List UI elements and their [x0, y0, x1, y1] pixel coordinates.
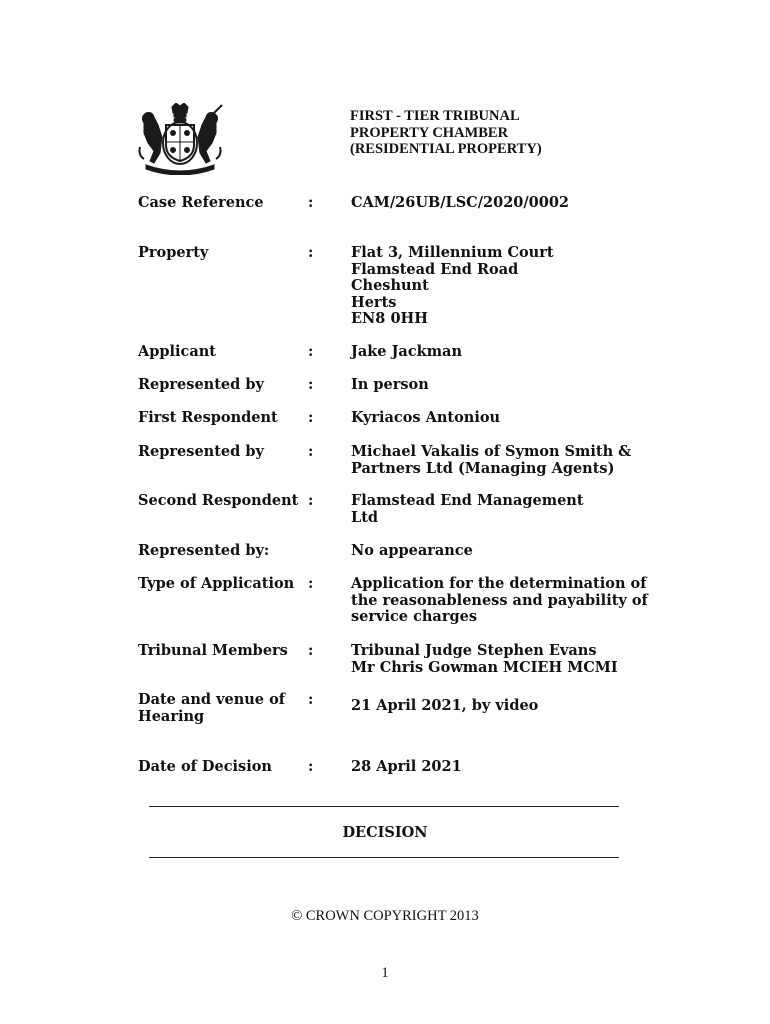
applicant-represented-by-value: In person — [351, 376, 429, 393]
hearing-date-venue-label: Date and venue of Hearing — [138, 691, 285, 725]
tribunal-members-label: Tribunal Members — [138, 642, 288, 659]
second-respondent-represented-by-label: Represented by: — [138, 542, 270, 559]
date-of-decision-label: Date of Decision — [138, 758, 272, 775]
first-respondent-represented-by-colon: : — [308, 443, 314, 460]
applicant-label: Applicant — [138, 343, 217, 360]
applicant-represented-by-label: Represented by — [138, 376, 264, 393]
second-respondent-value: Flamstead End Management Ltd — [351, 492, 584, 526]
property-colon: : — [308, 244, 314, 261]
type-of-application-colon: : — [308, 575, 314, 592]
applicant-represented-by-colon: : — [308, 376, 314, 393]
second-respondent-colon: : — [308, 492, 314, 509]
first-respondent-label: First Respondent — [138, 409, 278, 426]
tribunal-header — [350, 108, 542, 158]
property-label: Property — [138, 244, 209, 261]
type-of-application-value: Application for the determination of the reasonableness and payability of service charges — [351, 575, 648, 625]
first-respondent-colon: : — [308, 409, 314, 426]
first-respondent-value: Kyriacos Antoniou — [351, 409, 501, 426]
date-of-decision-colon: : — [308, 758, 314, 775]
case-reference-value: CAM/26UB/LSC/2020/0002 — [351, 194, 570, 211]
royal-coat-of-arms-emblem — [136, 103, 224, 175]
divider-bottom — [149, 857, 619, 858]
tribunal-header-line: FIRST - TIER TRIBUNAL — [350, 108, 520, 124]
hearing-date-venue-value: 21 April 2021, by video — [351, 697, 539, 714]
hearing-date-venue-colon: : — [308, 691, 314, 708]
decision-title: DECISION — [342, 824, 428, 841]
date-of-decision-value: 28 April 2021 — [351, 758, 462, 775]
applicant-value: Jake Jackman — [351, 343, 462, 360]
first-respondent-represented-by-label: Represented by — [138, 443, 264, 460]
tribunal-header-line: (RESIDENTIAL PROPERTY) — [350, 141, 542, 157]
page-number: 1 — [381, 965, 389, 981]
applicant-colon: : — [308, 343, 314, 360]
second-respondent-label: Second Respondent — [138, 492, 299, 509]
divider-top — [149, 806, 619, 807]
tribunal-members-value: Tribunal Judge Stephen Evans Mr Chris Gowman MCIEH MCMI — [351, 642, 618, 676]
tribunal-header-line: PROPERTY CHAMBER — [350, 124, 509, 141]
property-value: Flat 3, Millennium Court Flamstead End Road Cheshunt Herts EN8 0HH — [351, 244, 554, 327]
case-reference-label: Case Reference — [138, 194, 264, 211]
first-respondent-represented-by-value: Michael Vakalis of Symon Smith & Partners Ltd (Managing Agents) — [351, 443, 632, 477]
second-respondent-represented-by-value: No appearance — [351, 542, 473, 559]
case-reference-colon: : — [308, 194, 314, 211]
crown-copyright: © CROWN COPYRIGHT 2013 — [291, 908, 479, 924]
type-of-application-label: Type of Application — [138, 575, 295, 592]
tribunal-members-colon: : — [308, 642, 314, 659]
